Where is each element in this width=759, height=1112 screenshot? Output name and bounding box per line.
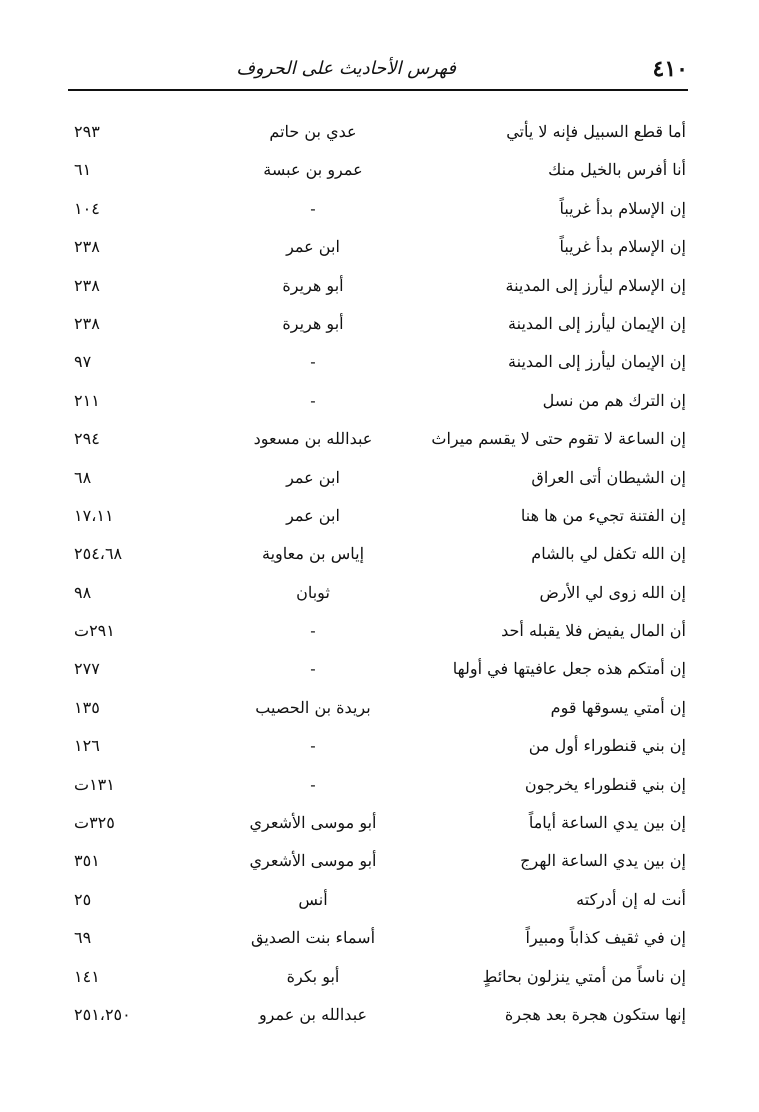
- index-row: [68, 497, 688, 535]
- page-reference: ٦١: [74, 160, 92, 180]
- narrator-name: -: [310, 390, 316, 410]
- page-number: ٤١٠: [652, 56, 688, 82]
- hadith-text: إن الإسلام ليأرز إلى المدينة: [505, 275, 686, 295]
- page-reference: ١٢٦: [74, 736, 100, 756]
- narrator-name: ابن عمر: [286, 505, 340, 525]
- narrator-name: عبدالله بن عمرو: [258, 1004, 368, 1024]
- index-row: [68, 267, 688, 305]
- page-reference: ٢٥١،٢٥٠: [74, 1004, 131, 1024]
- hadith-text: أنت له إن أدركته: [576, 889, 686, 909]
- running-title: فهرس الأحاديث على الحروف: [236, 58, 456, 79]
- page-reference: ٦٨: [74, 467, 92, 487]
- index-row: [68, 535, 688, 573]
- narrator-name: -: [310, 659, 316, 679]
- hadith-text: إن بين يدي الساعة أياماً: [528, 813, 686, 833]
- index-row: [68, 459, 688, 497]
- page-reference: ٢٥: [74, 889, 92, 909]
- page-reference: ٢٩٤: [74, 429, 100, 449]
- narrator-name: أبو هريرة: [282, 275, 344, 295]
- index-row: [68, 842, 688, 880]
- narrator-name: أبو هريرة: [282, 313, 344, 333]
- hadith-text: إنها ستكون هجرة بعد هجرة: [504, 1004, 686, 1024]
- narrator-name: ثوبان: [296, 582, 330, 602]
- page-reference: ١٧،١١: [74, 505, 114, 525]
- page-header: [68, 52, 688, 88]
- narrator-name: -: [310, 774, 316, 794]
- index-row: [68, 190, 688, 228]
- page-reference: ٣٥١: [74, 851, 100, 871]
- index-row: [68, 727, 688, 765]
- hadith-text: إن بني قنطوراء أول من: [528, 736, 686, 756]
- narrator-name: -: [310, 352, 316, 372]
- hadith-text: إن الفتنة تجيء من ها هنا: [520, 505, 686, 525]
- hadith-text: إن الإسلام بدأ غريباً: [559, 237, 686, 257]
- hadith-text: إن الشيطان أتى العراق: [531, 467, 686, 487]
- narrator-name: ابن عمر: [286, 237, 340, 257]
- hadith-text: أنا أفرس بالخيل منك: [548, 160, 686, 180]
- index-row: [68, 689, 688, 727]
- narrator-name: ابن عمر: [286, 467, 340, 487]
- index-row: [68, 574, 688, 612]
- narrator-name: أنس: [298, 889, 328, 909]
- page-reference: ١٤١: [74, 966, 100, 986]
- hadith-text: إن بين يدي الساعة الهرج: [520, 851, 686, 871]
- page-reference: ٢١١: [74, 390, 100, 410]
- narrator-name: عبدالله بن مسعود: [253, 429, 373, 449]
- hadith-text: إن أمتي يسوقها قوم: [550, 697, 686, 717]
- header-divider: [68, 89, 688, 91]
- hadith-index-list: [68, 113, 688, 1034]
- page-reference: ٩٧: [74, 352, 92, 372]
- hadith-text: إن الإيمان ليأرز إلى المدينة: [508, 313, 686, 333]
- index-row: [68, 343, 688, 381]
- index-row: [68, 305, 688, 343]
- page-reference: ٢٣٨: [74, 275, 100, 295]
- index-row: [68, 382, 688, 420]
- hadith-text: إن بني قنطوراء يخرجون: [524, 774, 686, 794]
- hadith-text: إن أمتكم هذه جعل عافيتها في أولها: [452, 659, 686, 679]
- narrator-name: عدي بن حاتم: [269, 122, 357, 141]
- page-reference: ٢٣٨: [74, 237, 100, 257]
- narrator-name: أبو موسى الأشعري: [249, 813, 377, 833]
- hadith-text: إن في ثقيف كذاباً ومبيراً: [525, 928, 686, 948]
- hadith-text: إن ناساً من أمتي ينزلون بحائطٍ: [482, 966, 686, 986]
- index-row: [68, 996, 688, 1034]
- hadith-text: أما قطع السبيل فإنه لا يأتي: [506, 122, 686, 141]
- index-row: [68, 612, 688, 650]
- hadith-text: إن الترك هم من نسل: [542, 390, 686, 410]
- hadith-text: إن الله تكفل لي بالشام: [531, 544, 686, 564]
- page-reference: ٢٣٨: [74, 313, 100, 333]
- page-reference: ٩٨: [74, 582, 92, 602]
- index-row: [68, 650, 688, 688]
- page-reference: ٢٧٧: [74, 659, 100, 679]
- hadith-text: إن الإسلام بدأ غريباً: [559, 198, 686, 218]
- page-reference: ١٣٥: [74, 697, 100, 717]
- narrator-name: بريدة بن الحصيب: [255, 697, 371, 717]
- narrator-name: -: [310, 736, 316, 756]
- index-row: [68, 113, 688, 151]
- hadith-text: إن الإيمان ليأرز إلى المدينة: [508, 352, 686, 372]
- narrator-name: أبو بكرة: [286, 966, 340, 986]
- hadith-text: إن الله زوى لي الأرض: [539, 582, 686, 602]
- page-reference: ١٠٤: [74, 198, 100, 218]
- index-row: [68, 804, 688, 842]
- index-row: [68, 766, 688, 804]
- index-row: [68, 228, 688, 266]
- index-row: [68, 151, 688, 189]
- hadith-text: إن الساعة لا تقوم حتى لا يقسم ميراث: [431, 429, 686, 449]
- narrator-name: أبو موسى الأشعري: [249, 851, 377, 871]
- narrator-name: عمرو بن عبسة: [263, 160, 363, 180]
- narrator-name: -: [310, 621, 316, 641]
- narrator-name: -: [310, 198, 316, 218]
- page-reference: ٢٩٣: [74, 122, 100, 141]
- page-reference: ٢٥٤،٦٨: [74, 544, 123, 564]
- index-row: [68, 881, 688, 919]
- hadith-text: أن المال يفيض فلا يقبله أحد: [501, 621, 686, 641]
- narrator-name: أسماء بنت الصديق: [250, 928, 376, 948]
- page-reference: ٦٩: [74, 928, 92, 948]
- index-row: [68, 420, 688, 458]
- index-row: [68, 919, 688, 957]
- page-reference: ٣٢٥ت: [74, 813, 115, 833]
- narrator-name: إياس بن معاوية: [261, 544, 365, 564]
- page-reference: ١٣١ت: [74, 774, 115, 794]
- index-row: [68, 958, 688, 996]
- page-reference: ٢٩١ت: [74, 621, 115, 641]
